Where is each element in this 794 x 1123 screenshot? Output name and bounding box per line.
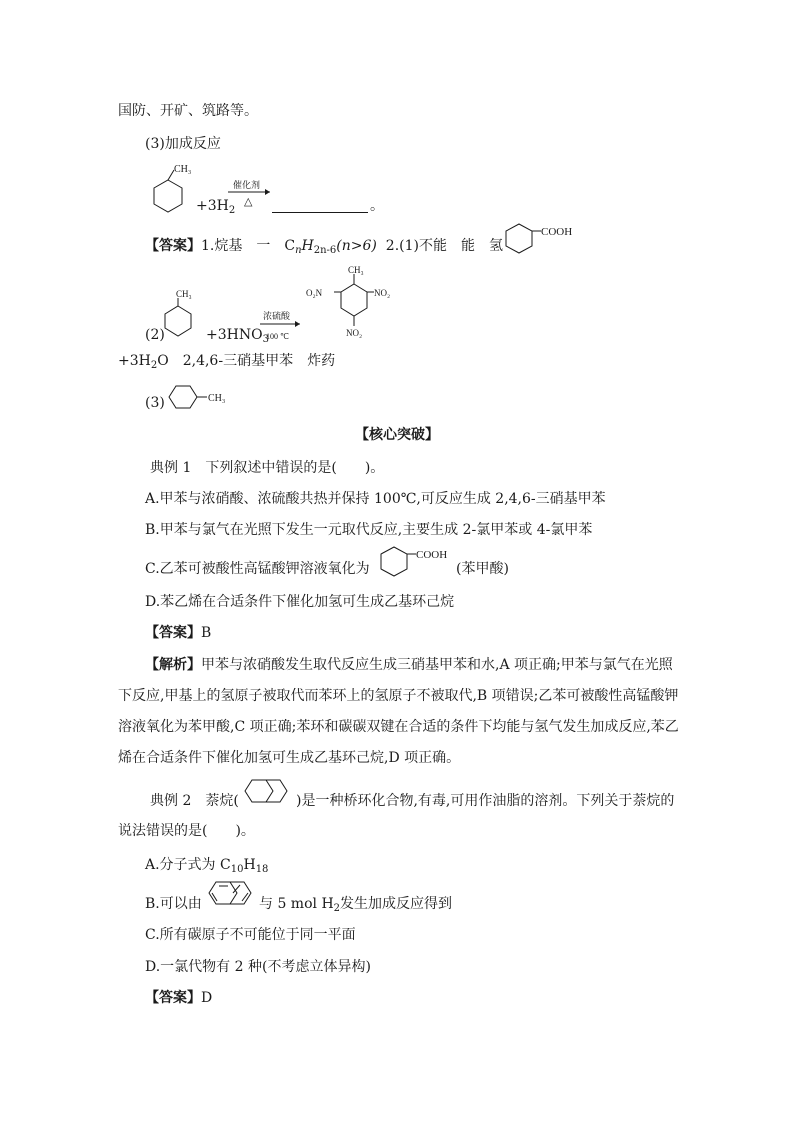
reagent-hno3: $+3HNO_3$ bbox=[206, 327, 269, 345]
example-1-option-b: B.甲苯与氯气在光照下发生一元取代反应,主要生成 2-氯甲苯或 4-氯甲苯 bbox=[145, 522, 593, 538]
example-1-analysis-1: 【解析】甲苯与浓硝酸发生取代反应生成三硝基甲苯和水,A 项正确;甲苯与氯气在光照 bbox=[145, 657, 673, 673]
example-2-question-1: 典例 2 萘烷( bbox=[150, 793, 239, 809]
svg-text:CH₃: CH₃ bbox=[348, 265, 364, 275]
naphthalene-structure bbox=[207, 878, 261, 912]
example-2-question-2: )是一种桥环化合物,有毒,可用作油脂的溶剂。下列关于萘烷的 bbox=[296, 793, 675, 809]
methylcyclohexane-structure bbox=[166, 384, 236, 412]
example-1-option-c-note: (苯甲酸) bbox=[456, 561, 509, 577]
continued-text: 国防、开矿、筑路等。 bbox=[118, 103, 258, 119]
section-heading: 【核心突破】 bbox=[355, 427, 439, 443]
svg-text:O₂N: O₂N bbox=[306, 288, 323, 298]
toluene-structure-2 bbox=[164, 286, 208, 346]
tnt-structure bbox=[304, 262, 404, 344]
example-1-analysis-3: 溶液氧化为苯甲酸,C 项正确;苯环和碳碳双键在合适的条件下均能与氢气发生加成反应,苯乙 bbox=[118, 719, 679, 735]
example-1-option-c: C.乙苯可被酸性高锰酸钾溶液氧化为 bbox=[145, 561, 370, 577]
subheading-addition: (3)加成反应 bbox=[145, 136, 221, 152]
acid-label: 浓硫酸 bbox=[263, 311, 291, 321]
reagent-h2: $+3H_2$ bbox=[196, 198, 236, 216]
svg-text:COOH: COOH bbox=[541, 226, 573, 238]
example-1-option-a: A.甲苯与浓硝酸、浓硫酸共热并保持 100℃,可反应生成 2,4,6-三硝基甲苯 bbox=[145, 491, 606, 507]
temperature-label: 100 ℃ bbox=[266, 332, 289, 341]
example-2-option-b-rest: 与 5 mol $H_2$发生加成反应得到 bbox=[259, 896, 453, 914]
svg-text:NO₂: NO₂ bbox=[346, 328, 363, 338]
answer-3-label: (3) bbox=[145, 395, 165, 411]
reaction-arrow-catalyst bbox=[226, 178, 276, 208]
svg-text:NO₂: NO₂ bbox=[374, 288, 391, 298]
example-1-answer: 【答案】B bbox=[145, 625, 212, 641]
example-1-analysis-2: 下反应,甲基上的氢原子被取代而苯环上的氢原子不被取代,B 项错误;乙苯可被酸性高锰酸钾 bbox=[118, 688, 679, 704]
answer-2-products: $+3H_2O$ 2,4,6-三硝基甲苯 炸药 bbox=[118, 353, 336, 371]
decalin-structure bbox=[243, 776, 297, 810]
example-2-question-3: 说法错误的是( )。 bbox=[118, 823, 255, 839]
example-1-question: 典例 1 下列叙述中错误的是( )。 bbox=[150, 460, 385, 476]
reaction-arrow-sulfuric bbox=[258, 308, 306, 344]
methyl-label: CH₃ bbox=[174, 164, 192, 175]
svg-text:CH₃: CH₃ bbox=[208, 393, 226, 404]
example-2-answer: 【答案】D bbox=[145, 990, 213, 1006]
benzoic-acid-structure-1 bbox=[505, 222, 595, 258]
heat-symbol: △ bbox=[244, 196, 253, 208]
benzoic-acid-structure-2 bbox=[380, 545, 458, 581]
answer-line-1: 【答案】1.烷基 一 $C_nH_{2n-6}(n>6)$ 2.(1)不能 能 氢 bbox=[145, 238, 503, 256]
svg-text:CH₃: CH₃ bbox=[176, 289, 192, 299]
example-2-option-d: D.一氯代物有 2 种(不考虑立体异构) bbox=[145, 959, 371, 975]
answer-blank bbox=[272, 212, 368, 213]
example-2-option-b: B.可以由 bbox=[145, 896, 202, 912]
example-2-option-a: A.分子式为 $C_{10}H_{18}$ bbox=[145, 857, 269, 875]
example-1-option-d: D.苯乙烯在合适条件下催化加氢可生成乙基环己烷 bbox=[145, 594, 455, 610]
period: 。 bbox=[370, 198, 384, 214]
catalyst-label: 催化剂 bbox=[233, 180, 261, 190]
svg-text:COOH: COOH bbox=[416, 549, 448, 561]
example-2-option-c: C.所有碳原子不可能位于同一平面 bbox=[145, 927, 356, 943]
example-1-analysis-4: 烯在合适条件下催化加氢可生成乙基环己烷,D 项正确。 bbox=[118, 750, 461, 766]
answer-2-label: (2) bbox=[145, 327, 165, 343]
